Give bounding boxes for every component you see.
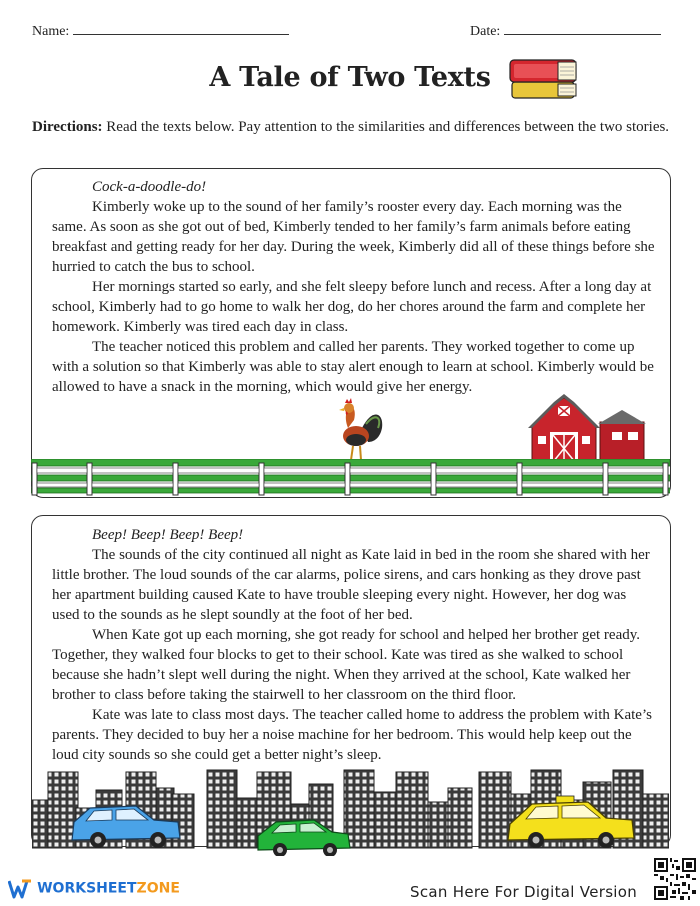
qr-code-icon[interactable] (654, 858, 696, 900)
story-farm-paragraph: Her mornings started so early, and she felt sleepy before lunch and recess. After a long day at school, Kimberly had to go home to walk her dog, do her chores around the farm and complete her homework. Kimberly was tired each day in class. (52, 279, 652, 335)
books-icon (508, 54, 584, 104)
farm-fence (31, 459, 670, 497)
brand-zone: ZONE (136, 880, 180, 897)
date-label: Date: (470, 24, 501, 39)
story-city-paragraph: When Kate got up each morning, she got ready for school and helped her brother get ready. Together, they walked four blocks to get to their school. Kate was tired as she walked to school because she hadn’t slept well during the night. When they arrived at the school, Kate walked her brother to class before taking the stairwell to her classroom on the third floor. (52, 627, 640, 703)
directions (32, 117, 672, 137)
directions-text: Read the texts below. Pay attention to the similarities and differences between the two stories. (106, 119, 670, 135)
story-city-text (52, 525, 657, 765)
green-car-icon (258, 820, 350, 856)
name-field[interactable] (32, 22, 289, 40)
name-label: Name: (32, 24, 70, 39)
story-city-paragraph: The sounds of the city continued all night as Kate laid in bed in the room she shared with her little brother. The loud sounds of the car alarms, police sirens, and cars honking as they drove past her apartment building caused Kate to have trouble sleeping every night. However, her dog was used to the sounds as he slept soundly at the foot of her bed. (52, 547, 650, 623)
story-farm-text (52, 177, 657, 397)
story-farm-paragraph: The teacher noticed this problem and called her parents. They worked together to come up with a solution so that Kimberly was able to stay alert enough to learn at school. Kimberly would be allowed to have a snack in the morning, which would give her energy. (52, 339, 654, 395)
story-farm-subtitle: Cock-a-doodle-do! (92, 179, 207, 195)
date-field[interactable] (470, 22, 661, 40)
story-city-paragraph: Kate was late to class most days. The teacher called home to address the problem with Kate’s parents. They decided to buy her a noise machine for her bedroom. This would help keep out the loud city sounds so she could get a better night’s sleep. (52, 707, 652, 763)
worksheet-zone-logo-icon (8, 879, 32, 899)
name-line[interactable] (73, 22, 289, 35)
rooster-icon (332, 398, 386, 464)
story-farm-paragraph: Kimberly woke up to the sound of her family’s rooster every day. Each morning was the same. As soon as she got out of bed, Kimberly tended to her family’s farm animals before eating breakfast and getting ready for her day. During the week, Kimberly did all of these things before she hurried to catch the bus to school. (52, 199, 655, 275)
scan-text: Scan Here For Digital Version (410, 883, 638, 901)
brand-worksheet: WORKSHEET (37, 880, 137, 897)
brand-logo[interactable] (8, 878, 180, 902)
barn-icon (528, 392, 646, 464)
city-skyline (32, 764, 669, 856)
directions-label: Directions: (32, 119, 103, 135)
story-city-subtitle: Beep! Beep! Beep! Beep! (92, 527, 244, 543)
page-title: A Tale of Two Texts (209, 62, 491, 93)
date-line[interactable] (504, 22, 661, 35)
